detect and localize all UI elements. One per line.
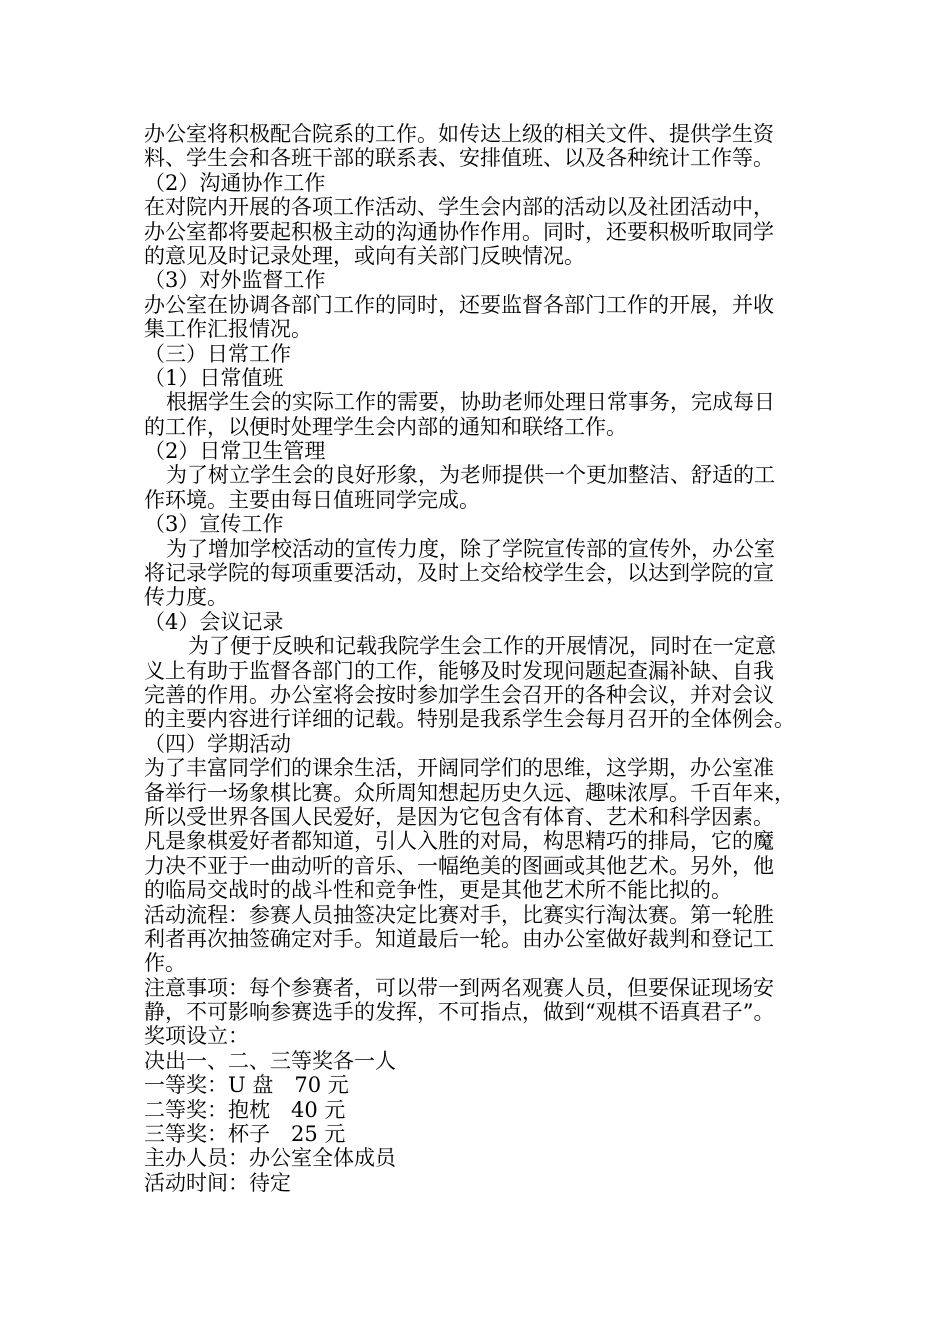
paragraph-line: 凡是象棋爱好者都知道，引人入胜的对局，构思精巧的排局，它的魔	[144, 829, 774, 854]
section-heading: （三）日常工作	[144, 341, 291, 366]
paragraph-line: 根据学生会的实际工作的需要，协助老师处理日常事务，完成每日	[166, 390, 775, 415]
prize-line: 二等奖：抱枕 40 元	[144, 1097, 346, 1122]
paragraph-line: 传力度。	[144, 585, 228, 610]
paragraph-line: 力决不亚于一曲动听的音乐、一幅绝美的图画或其他艺术。另外，他	[144, 853, 774, 878]
section-heading: （3）宣传工作	[144, 512, 284, 537]
paragraph-line: 集工作汇报情况。	[144, 317, 312, 342]
section-heading: （4）会议记录	[144, 609, 284, 634]
paragraph-line: 的主要内容进行详细的记载。特别是我系学生会每月召开的全体例会。	[144, 707, 795, 732]
paragraph-line: 活动流程：参赛人员抽签决定比赛对手，比赛实行淘汰赛。第一轮胜	[144, 902, 774, 927]
paragraph-line: 作环境。主要由每日值班同学完成。	[144, 487, 480, 512]
paragraph-line: 活动时间：待定	[144, 1170, 291, 1195]
section-heading: （2）日常卫生管理	[144, 439, 326, 464]
paragraph-line: 办公室将积极配合院系的工作。如传达上级的相关文件、提供学生资	[144, 122, 774, 146]
paragraph-line: 注意事项：每个参赛者，可以带一到两名观赛人员，但要保证现场安	[144, 975, 774, 1000]
section-heading: （2）沟通协作工作	[144, 170, 326, 195]
prize-line: 一等奖：U 盘 70 元	[144, 1073, 349, 1098]
paragraph-line: 将记录学院的每项重要活动，及时上交给校学生会，以达到学院的宣	[144, 561, 774, 586]
paragraph-line: 办公室在协调各部门工作的同时，还要监督各部门工作的开展，并收	[144, 292, 774, 317]
paragraph-line: 义上有助于监督各部门的工作，能够及时发现问题起查漏补缺、自我	[144, 658, 774, 683]
paragraph-line: 利者再次抽签确定对手。知道最后一轮。由办公室做好裁判和登记工	[144, 926, 774, 951]
section-heading: （1）日常值班	[144, 365, 284, 390]
paragraph-line: 为了树立学生会的良好形象，为老师提供一个更加整洁、舒适的工	[166, 463, 775, 488]
paragraph-line: 奖项设立：	[144, 1024, 249, 1049]
paragraph-line: 为了便于反映和记载我院学生会工作的开展情况，同时在一定意	[188, 634, 776, 659]
section-heading: （四）学期活动	[144, 731, 291, 756]
paragraph-line: 的工作，以便时处理学生会内部的通知和联络工作。	[144, 414, 627, 439]
paragraph-line: 为了丰富同学们的课余生活，开阔同学们的思维，这学期，办公室准	[144, 756, 774, 781]
paragraph-line: 完善的作用。办公室将会按时参加学生会召开的各种会议，并对会议	[144, 682, 774, 707]
paragraph-line: 在对院内开展的各项工作活动、学生会内部的活动以及社团活动中，	[144, 195, 774, 220]
paragraph-line: 的临局交战时的战斗性和竞争性，更是其他艺术所不能比拟的。	[144, 878, 732, 903]
paragraph-line: 作。	[144, 951, 186, 976]
prize-line: 三等奖：杯子 25 元	[144, 1122, 346, 1147]
paragraph-line: 备举行一场象棋比赛。众所周知想起历史久远、趣味浓厚。千百年来，	[144, 780, 795, 805]
paragraph-line: 的意见及时记录处理，或向有关部门反映情况。	[144, 243, 585, 268]
paragraph-line: 料、学生会和各班干部的联系表、安排值班、以及各种统计工作等。	[144, 146, 774, 171]
paragraph-line: 为了增加学校活动的宣传力度，除了学院宣传部的宣传外，办公室	[166, 536, 775, 561]
paragraph-line: 主办人员：办公室全体成员	[144, 1146, 396, 1171]
section-heading: （3）对外监督工作	[144, 268, 326, 293]
paragraph-line: 静，不可影响参赛选手的发挥，不可指点，做到“观棋不语真君子”。	[144, 1000, 775, 1025]
paragraph-line: 决出一、二、三等奖各一人	[144, 1048, 396, 1073]
document-body	[144, 122, 816, 1195]
paragraph-line: 所以受世界各国人民爱好，是因为它包含有体育、艺术和科学因素。	[144, 804, 774, 829]
paragraph-line: 办公室都将要起积极主动的沟通协作作用。同时，还要积极听取同学	[144, 219, 774, 244]
